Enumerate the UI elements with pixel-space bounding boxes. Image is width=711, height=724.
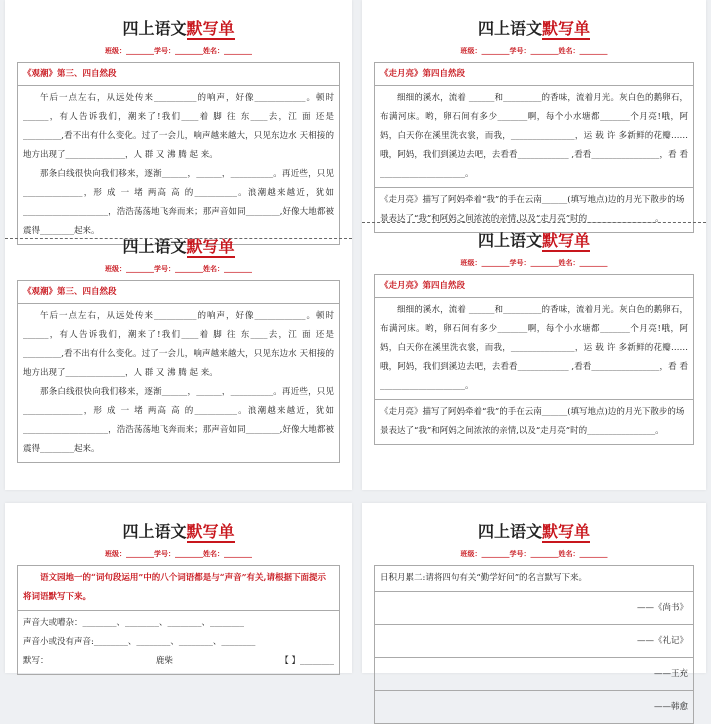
summary-question: 《走月亮》描写了阿妈牵着“我”的手在云南______(填写地点)边的月光下散步的场景表达了“我”和阿妈之间浓浓的亲情,以及“走月亮”时的________________。 [380,407,685,436]
worksheet-title [362,521,706,543]
passage-paragraph: 那条白线很快向我们移来，逐渐______，______，__________。再近些，只见______________，形 成 一 堵 两高 高 的__________。浪潮越来越近，犹如____________________，浩浩荡荡地飞奔而来；那声音如同________,好像大地都被震得________起来。 [23,387,334,454]
cut-line [5,238,352,239]
student-info-line: 班级：________学号：________姓名：________ [460,549,608,558]
dictation-line [23,652,334,671]
quote-line: ——《尚书》 [375,592,693,625]
passage-body [375,298,693,400]
student-info-line: 班级：________学号：________姓名：________ [105,46,252,55]
worksheet-title [362,18,706,40]
worksheet-title [5,18,352,40]
content-box [17,280,340,463]
page-quotes [362,503,706,712]
instruction: 语文园地一的“词句段运用”中的八个词语都是与“声音”有关,请根据下面提示将词语默写下来。 [18,566,339,611]
title-red: 默写单 [542,231,591,250]
student-info-line: 班级：________学号：________姓名：________ [460,258,608,267]
quote-line: ——王充 [375,658,693,691]
student-info-line: 班级：________学号：________姓名：________ [105,549,252,558]
section-header: 《走月亮》第四自然段 [375,63,693,86]
passage-body [18,304,339,462]
quiet-sound-words: 声音小或没有声音:________、________、________、________ [23,637,256,647]
summary-question: 《走月亮》描写了阿妈牵着“我”的手在云南______(填写地点)边的月光下散步的场景表达了“我”和阿妈之间浓浓的亲情,以及“走月亮”时的________________。 [380,195,685,224]
content-box [17,62,340,245]
content-box [17,565,340,675]
passage-paragraph: 那条白线很快向我们移来，逐渐______，______，__________。再近些，只见______________，形 成 一 堵 两高 高 的__________。浪潮越来越近，犹如____________________，浩浩荡荡地飞奔而来；那声音如同________,好像大地都被震得________起来。 [23,169,334,236]
passage-paragraph: 午后一点左右，从远处传来__________的响声，好像____________。顿时 ______，有人告诉我们，潮来了!我们____着 脚 往 东____去，江 面 还是_________,看不出有什么变化。过了一会儿，响声越来越大，只见东边水 天相接的地方出现了______________，人 群 又 沸 腾 起 来。 [23,311,334,378]
content-box [374,565,694,724]
section-header: 《观潮》第三、四自然段 [18,63,339,86]
section-header: 《走月亮》第四自然段 [375,275,693,298]
quote-line: ——《礼记》 [375,625,693,658]
passage-body [18,86,339,244]
passage-paragraph: 细细的溪水，流着 ______和_________的香味，流着月光。灰白色的鹅卵石， 布满河床。哟，卵石间有多少_______啊，每个小水塘都_______个月亮!哦，阿妈，白天你在溪里洗衣裳，而我，_______________，运 载 许 多新鲜的花瓣……哦，阿妈，我们到溪边去吧，去看看____________ ,看看________________，看 看____________________。 [380,305,688,391]
title-black: 四上语文 [477,522,542,541]
worksheet-title [5,236,352,258]
section-header: 《观潮》第三、四自然段 [18,281,339,304]
worksheet [362,18,706,233]
title-black: 四上语文 [122,237,187,256]
worksheet [5,18,352,245]
page-guanchao [5,0,352,490]
content-box [374,62,694,233]
title-black: 四上语文 [477,19,542,38]
title-red: 默写单 [542,522,591,541]
worksheet-title [5,521,352,543]
title-red: 默写单 [186,19,235,38]
worksheet [5,521,352,675]
worksheet [5,236,352,463]
instruction: 日积月累二:请将四句有关“勤学好问”的名言默写下来。 [375,566,693,592]
title-red: 默写单 [542,19,591,38]
dictation-label: 默写： [23,656,49,666]
loud-sound-words: 声音大或嘈杂：________、________、________、________ [23,618,245,628]
title-red: 默写单 [186,522,235,541]
content-box [374,274,694,445]
worksheet [362,230,706,445]
passage-paragraph: 细细的溪水，流着 ______和_________的香味，流着月光。灰白色的鹅卵石， 布满河床。哟，卵石间有多少_______啊，每个小水塘都_______个月亮!哦，阿妈，白天你在溪里洗衣裳，而我，_______________，运 载 许 多新鲜的花瓣……哦，阿妈，我们到溪边去吧，去看看____________ ,看看________________，看 看____________________。 [380,93,688,179]
student-info-line: 班级：________学号：________姓名：________ [460,46,608,55]
title-black: 四上语文 [122,522,187,541]
page-zouyueliang [362,0,706,490]
worksheet [362,521,706,724]
student-info-line: 班级：________学号：________姓名：________ [105,264,252,273]
passage-paragraph: 午后一点左右，从远处传来__________的响声，好像____________。顿时 ______，有人告诉我们，潮来了!我们____着 脚 往 东____去，江 面 还是_________,看不出有什么变化。过了一会儿，响声越来越大，只见东边水 天相接的地方出现了______________，人 群 又 沸 腾 起 来。 [23,93,334,160]
title-red: 默写单 [186,237,235,256]
passage-body [375,86,693,188]
poem-author-blank: 【 】________ [280,656,334,666]
cut-line [362,222,706,223]
page-sound-words [5,503,352,673]
worksheet-title [362,230,706,252]
poem-title: 鹿柴 [155,656,173,666]
title-black: 四上语文 [122,19,187,38]
title-black: 四上语文 [477,231,542,250]
quote-line: ——韩愈 [653,702,688,712]
